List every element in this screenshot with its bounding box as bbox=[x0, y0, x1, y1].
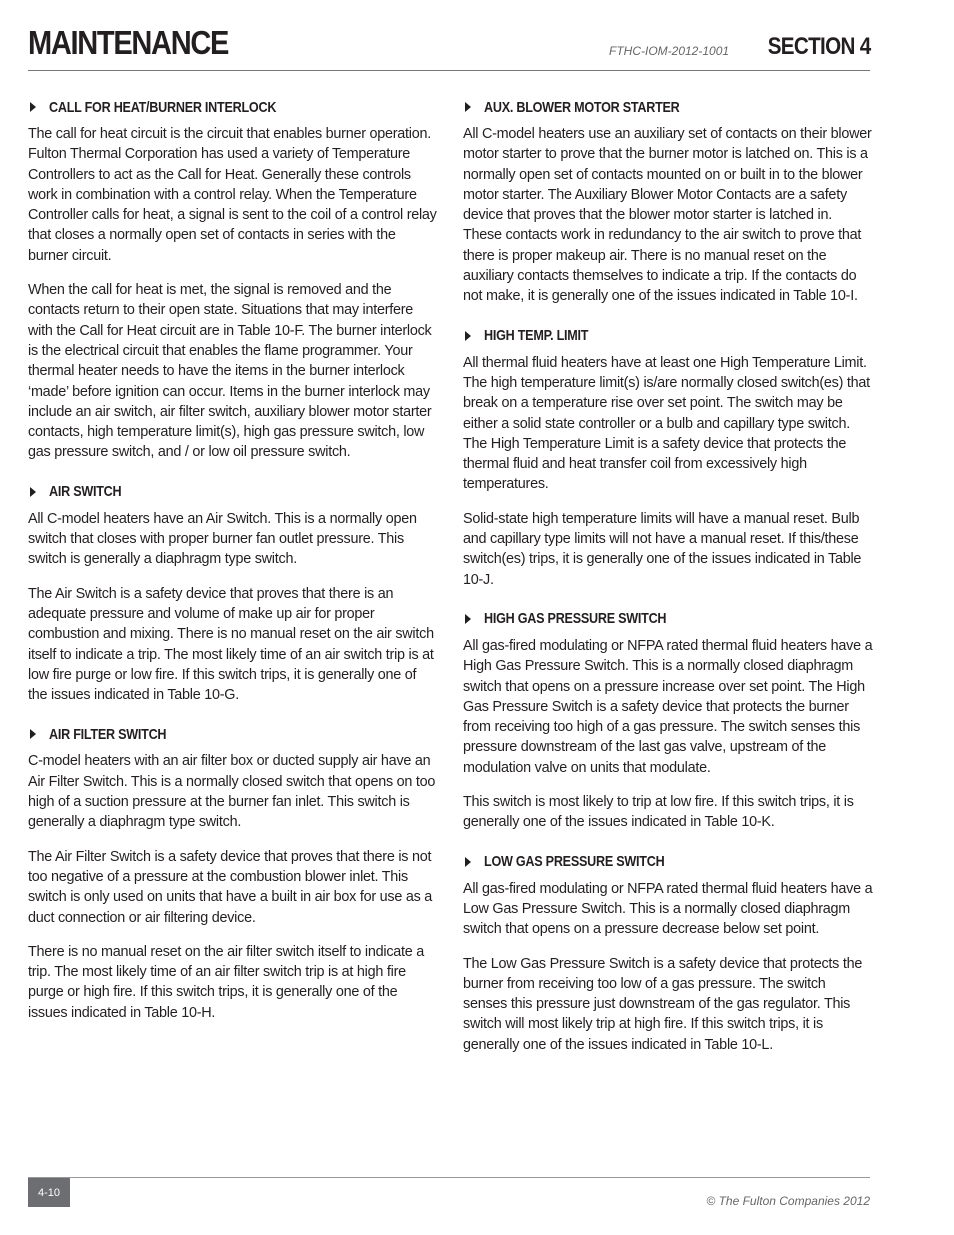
triangle-bullet-icon bbox=[465, 331, 471, 341]
section-heading-text: HIGH GAS PRESSURE SWITCH bbox=[484, 610, 667, 628]
section-heading-text: CALL FOR HEAT/BURNER INTERLOCK bbox=[49, 98, 277, 116]
triangle-bullet-icon bbox=[465, 857, 471, 867]
body-paragraph: The call for heat circuit is the circuit that enables burner operation. Fulton Thermal Corporation has used a variety of Temperature Controllers to act as the Call for Heat. Generally these controls work in combination with a control relay. When the Temperature Controller calls for heat, a signal is sent to the coil of a control relay that closes a normally open set of contacts in series with the burner circuit. bbox=[28, 126, 437, 264]
body-paragraph: This switch is most likely to trip at low fire. If this switch trips, it is generally one of the issues indicated in Table 10-K. bbox=[463, 794, 854, 831]
section-high-temp-limit bbox=[463, 321, 873, 590]
body-paragraph: Solid-state high temperature limits will have a manual reset. Bulb and capillary type limits will not have a manual reset. If this/these switch(es) trips, it is generally one of the issues indicated in Table 10-J. bbox=[463, 510, 862, 588]
section-heading bbox=[28, 477, 438, 507]
section-high-gas-pressure-switch bbox=[463, 604, 873, 833]
triangle-bullet-icon bbox=[465, 614, 471, 624]
section-heading bbox=[463, 604, 873, 634]
section-heading-text: AIR FILTER SWITCH bbox=[49, 725, 167, 743]
footer-divider bbox=[28, 1177, 870, 1178]
section-heading bbox=[28, 92, 438, 122]
triangle-bullet-icon bbox=[30, 487, 36, 497]
page-header bbox=[28, 22, 870, 71]
body-paragraph: The Air Switch is a safety device that proves that there is an adequate pressure and volume of make up air for proper combustion and mixing. There is no manual reset on the air switch itself to indicate a trip. The most likely time of an air switch trip is at low fire purge or low fire. If this switch trips, it is generally one of the issues indicated in Table 10-G. bbox=[28, 585, 434, 704]
section-aux-blower-motor-starter bbox=[463, 92, 873, 307]
section-heading-text: LOW GAS PRESSURE SWITCH bbox=[484, 853, 665, 871]
right-column bbox=[463, 92, 873, 1069]
section-heading-text: HIGH TEMP. LIMIT bbox=[484, 327, 589, 345]
page-number: 4-10 bbox=[28, 1178, 70, 1207]
section-heading bbox=[463, 847, 873, 877]
section-heading bbox=[463, 321, 873, 351]
copyright-notice: © The Fulton Companies 2012 bbox=[706, 1194, 870, 1208]
body-paragraph: All C-model heaters use an auxiliary set of contacts on their blower motor starter to prove that the burner motor is latched on. This is a normally open set of contacts mounted on or built in to the blower motor starter. The Auxiliary Blower Motor Contacts are a safety device that proves that the blower motor starter is latched in. These contacts work in redundancy to the air switch to prove that there is proper makeup air. There is no manual reset on the auxiliary contacts themselves to indicate a trip. If the contacts do not make, it is generally one of the issues indicated in Table 10-I. bbox=[463, 126, 872, 305]
section-heading bbox=[28, 719, 438, 749]
body-paragraph: All thermal fluid heaters have at least one High Temperature Limit. The high temperature limit(s) is/are normally closed switch(es) that break on a temperature rise over set point. The switch may be either a solid state controller or a bulb and capillary type switch. The High Temperature Limit is a safety device that protects the thermal fluid and heat transfer coil from excessively high temperatures. bbox=[463, 354, 870, 493]
section-heading-text: AIR SWITCH bbox=[49, 483, 122, 501]
section-heading bbox=[463, 92, 873, 122]
body-paragraph: The Air Filter Switch is a safety device that proves that there is not too negative of a pressure at the combustion blower inlet. This switch is only used on units that have a built in air box for use as a duct connection or air filtering device. bbox=[28, 848, 433, 926]
section-call-for-heat-burner-interlock bbox=[28, 92, 438, 463]
section-air-filter-switch bbox=[28, 719, 438, 1023]
left-column bbox=[28, 92, 438, 1037]
body-paragraph: When the call for heat is met, the signal is removed and the contacts return to their open state. Situations that may interfere with the Call for Heat circuit are in Table 10-F. The burner interlock is the electrical circuit that enables the flame programmer. Your thermal heater needs to have the items in the burner interlock ‘made’ before ignition can occur. Items in the burner interlock may include an air switch, air filter switch, auxiliary blower motor starter contacts, high temperature limit(s), high gas pressure switch, low gas pressure switch, and / or low oil pressure switch. bbox=[28, 282, 432, 461]
body-paragraph: All gas-fired modulating or NFPA rated thermal fluid heaters have a Low Gas Pressure Switch. This is a normally closed diaphragm switch that opens on a pressure decrease below set point. bbox=[463, 880, 873, 938]
body-paragraph: All gas-fired modulating or NFPA rated thermal fluid heaters have a High Gas Pressure Switch. This is a normally closed diaphragm switch that opens on a pressure increase over set point. The High Gas Pressure Switch is a safety device that protects the burner from receiving too high of a gas pressure. The switch senses this pressure downstream of the last gas valve, upstream of the modulation valve on units that modulate. bbox=[463, 637, 873, 776]
body-paragraph: C-model heaters with an air filter box or ducted supply air have an Air Filter Switch. This is a normally closed switch that opens on too high of a suction pressure at the burner fan inlet. This switch is generally a diaphragm type switch. bbox=[28, 753, 436, 831]
section-low-gas-pressure-switch bbox=[463, 847, 873, 1055]
page-title: MAINTENANCE bbox=[28, 24, 229, 61]
section-air-switch bbox=[28, 477, 438, 706]
triangle-bullet-icon bbox=[465, 102, 471, 112]
section-label: SECTION 4 bbox=[767, 33, 870, 60]
body-paragraph: All C-model heaters have an Air Switch. This is a normally open switch that closes with proper burner fan outlet pressure. This switch is generally a diaphragm type switch. bbox=[28, 510, 417, 568]
body-paragraph: The Low Gas Pressure Switch is a safety device that protects the burner from receiving too low of a gas pressure. The switch senses this pressure just downstream of the gas regulator. This switch will most likely trip at high fire. If this switch trips, it is generally one of the issues indicated in Table 10-L. bbox=[463, 955, 863, 1053]
document-id: FTHC-IOM-2012-1001 bbox=[609, 44, 730, 58]
triangle-bullet-icon bbox=[30, 729, 36, 739]
section-heading-text: AUX. BLOWER MOTOR STARTER bbox=[484, 98, 680, 116]
triangle-bullet-icon bbox=[30, 102, 36, 112]
body-paragraph: There is no manual reset on the air filter switch itself to indicate a trip. The most likely time of an air filter switch trip is at high fire purge or high fire. If this switch trips, it is generally one of the issues indicated in Table 10-H. bbox=[28, 943, 425, 1021]
